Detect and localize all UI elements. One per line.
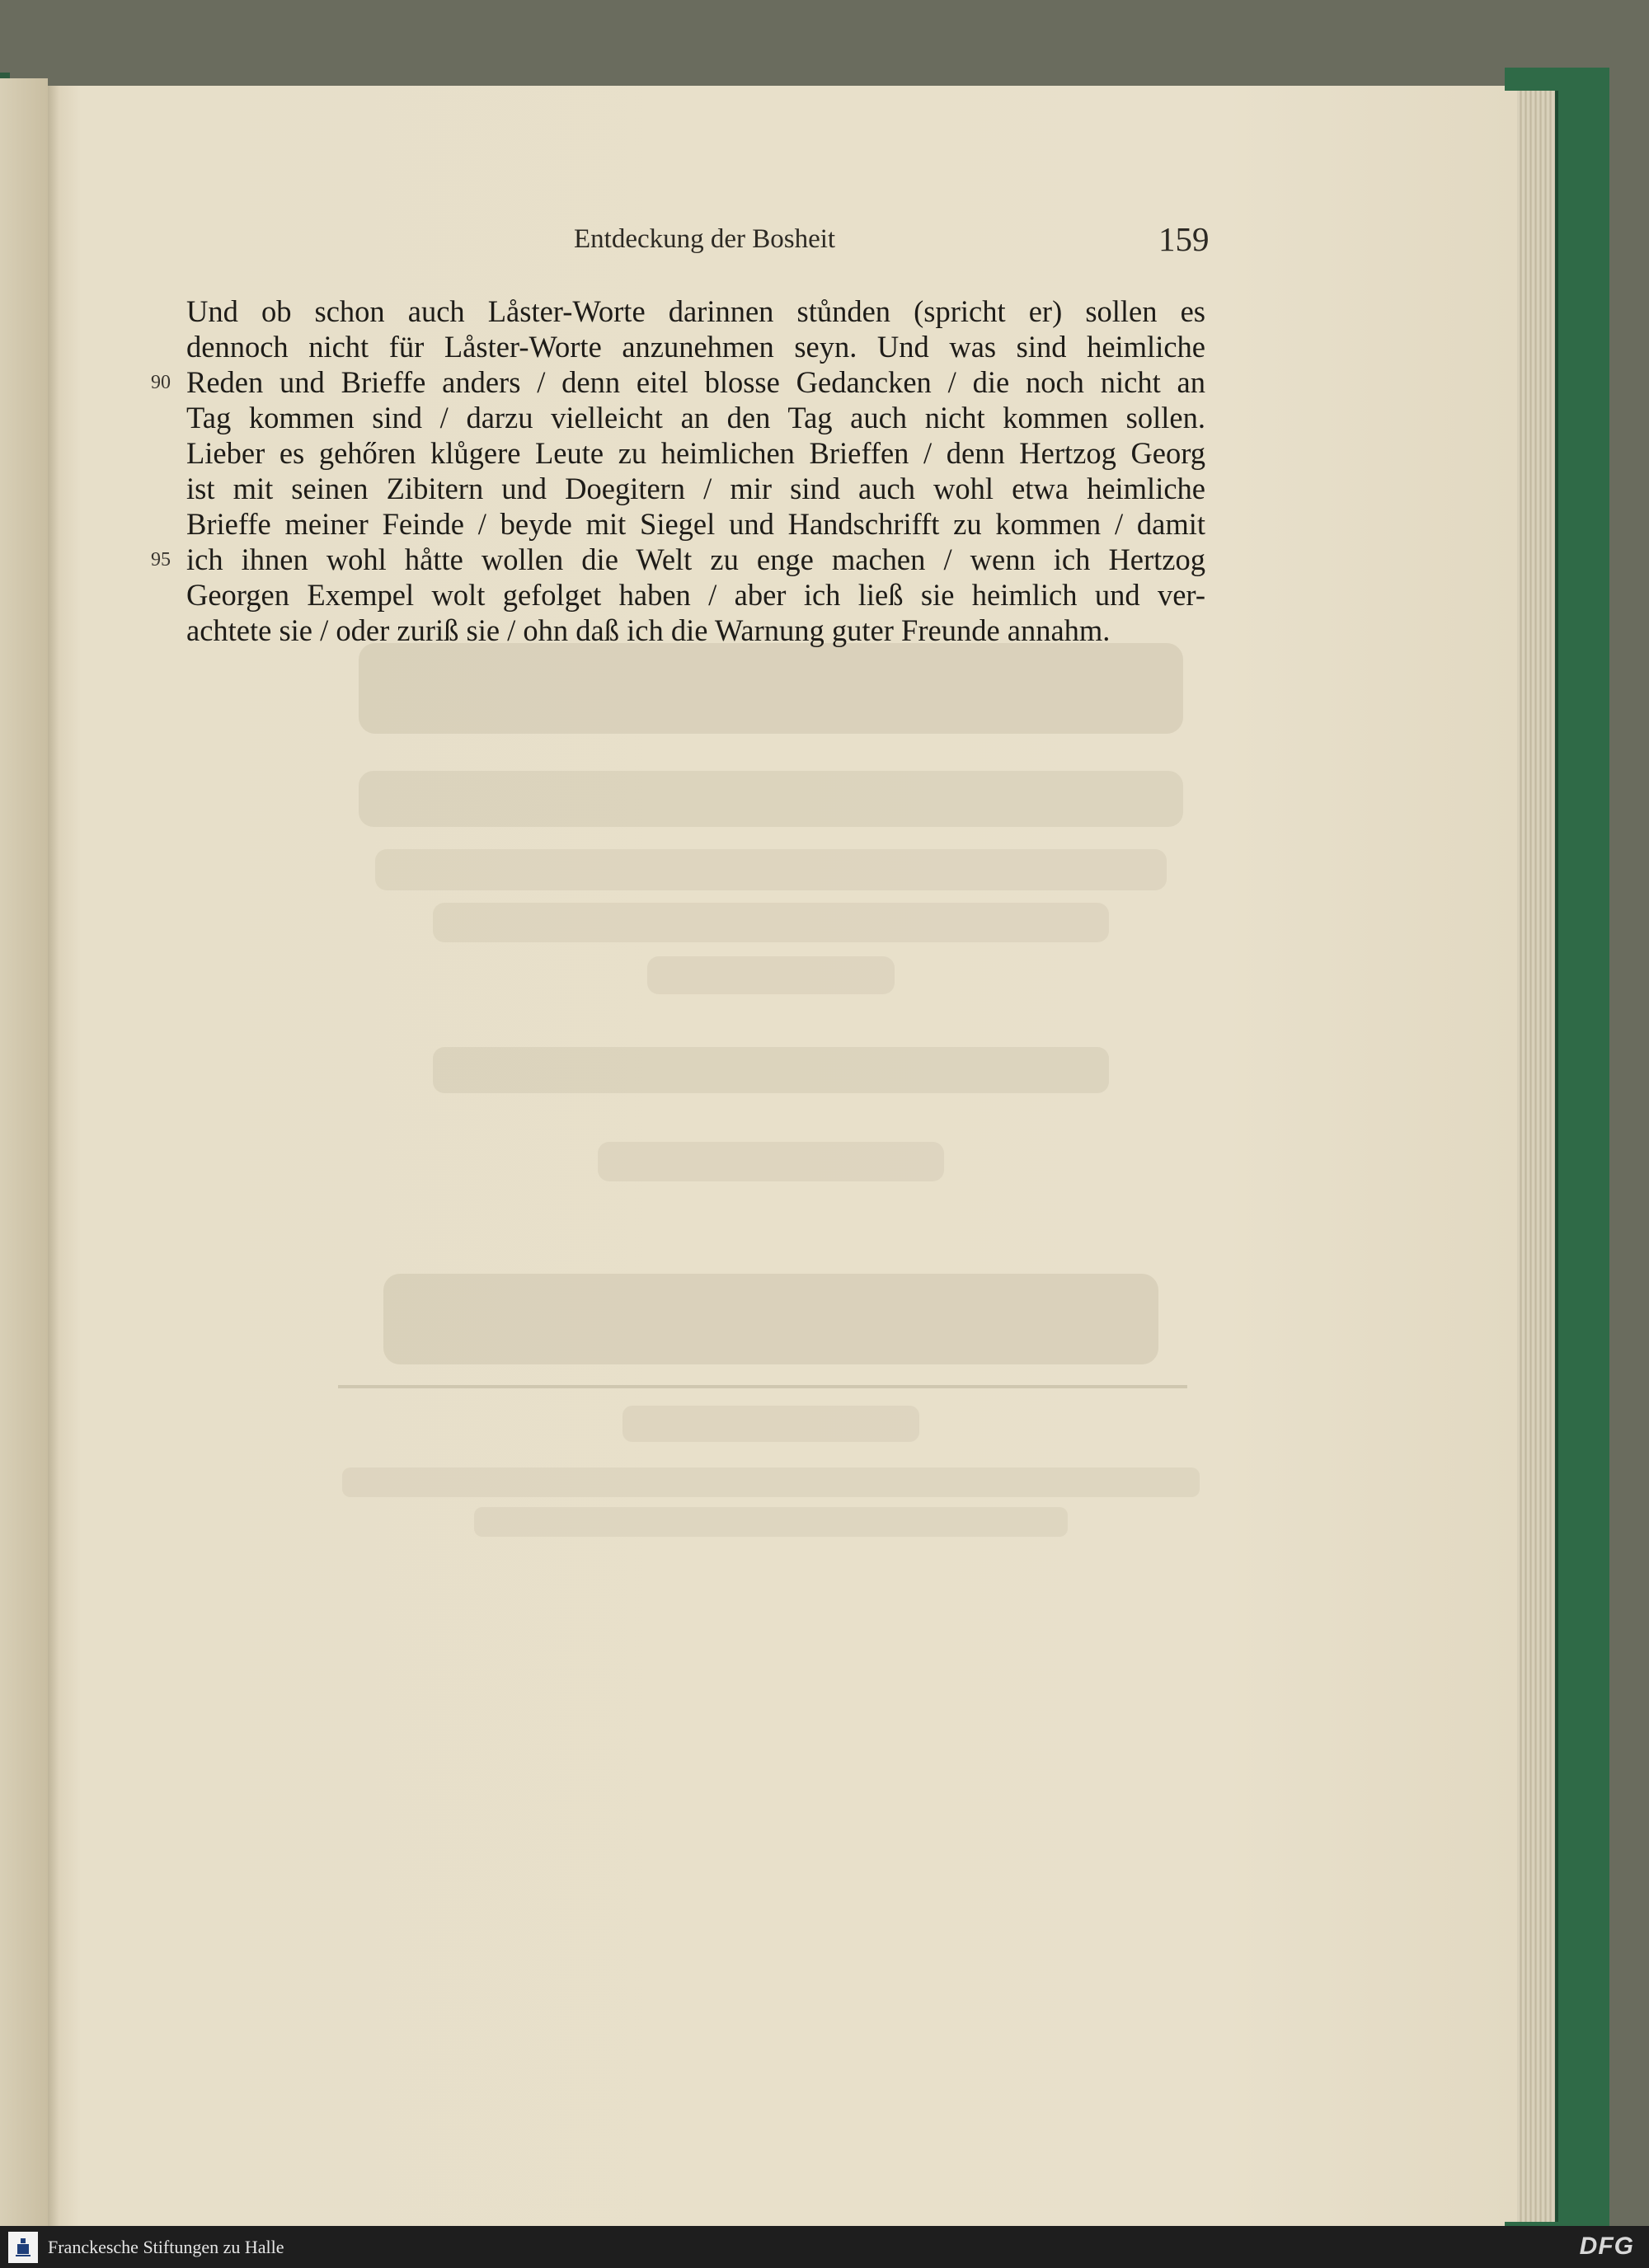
running-head-title: Entdeckung der Bosheit [574,224,836,254]
institution-logo-icon[interactable] [8,2232,38,2263]
line-text: ist mit seinen Zibitern und Doegitern / mir sind auch wohl etwa heimliche [186,472,1205,505]
line-number: 90 [151,372,171,393]
institution-name[interactable]: Franckesche Stiftungen zu Halle [48,2237,284,2257]
text-line [186,506,1205,542]
dfg-logo[interactable]: DFG [1579,2233,1634,2260]
line-text: Reden und Brieffe anders / denn eitel blosse Gedancken / die noch nicht an [186,365,1205,399]
text-line [186,577,1205,613]
line-text: Und ob schon auch Låster-Worte darinnen stůnden (spricht er) sollen es [186,294,1205,328]
line-text: Brieffe meiner Feinde / beyde mit Siegel und Handschrifft zu kommen / damit [186,507,1205,541]
text-line [186,435,1205,471]
text-line [186,400,1205,435]
text-line [186,329,1205,364]
line-text: Tag kommen sind / darzu vielleicht an den Tag auch nicht kommen sollen. [186,401,1205,434]
text-line [186,613,1205,648]
cover-top-edge [1505,68,1606,91]
text-line [186,293,1205,329]
right-book-cover [1555,68,1609,2237]
line-number: 95 [151,549,171,571]
line-text: ich ihnen wohl håtte wollen die Welt zu enge machen / wenn ich Hertzog [186,542,1205,576]
line-text: Georgen Exempel wolt gefolget haben / aber ich ließ sie heimlich und ver- [186,578,1205,612]
line-text: dennoch nicht für Låster-Worte anzunehmen seyn. Und was sind heimliche [186,330,1205,364]
text-line [186,471,1205,506]
text-line [151,364,1205,400]
left-page-edge [0,78,48,2226]
line-text: achtete sie / oder zuriß sie / ohn daß ich die Warnung guter Freunde annahm. [186,613,1111,647]
body-text [151,293,1205,648]
line-text: Lieber es gehőren klůgere Leute zu heimlichen Brieffen / denn Hertzog Georg [186,436,1205,470]
viewer-footer [0,2226,1649,2268]
text-line [151,542,1205,577]
page-number: 159 [1158,220,1210,258]
